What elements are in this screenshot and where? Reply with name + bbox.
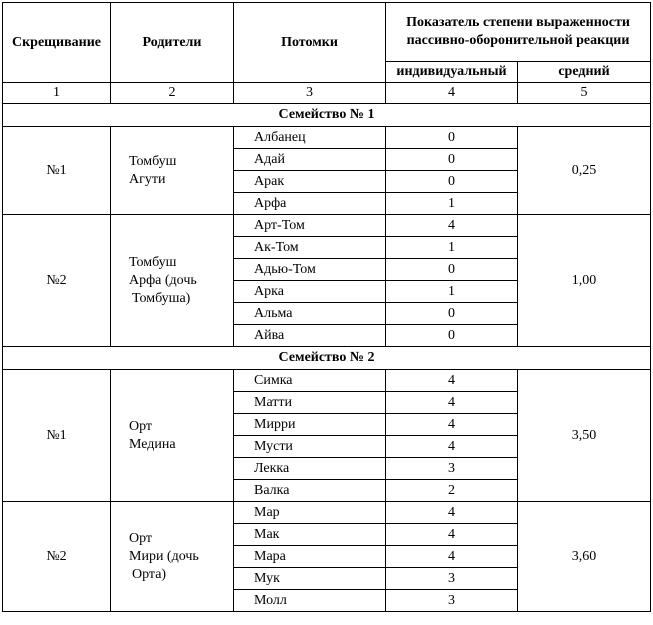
parent-line: Орт <box>129 418 153 434</box>
individual-value: 1 <box>386 237 518 259</box>
individual-value: 0 <box>386 259 518 281</box>
family-title: Семейство № 1 <box>3 104 651 127</box>
header-indicator-line1: Показатель степени выраженности <box>406 15 630 30</box>
offspring-name: Мук <box>234 568 386 590</box>
offspring-name: Адай <box>234 149 386 171</box>
column-number: 2 <box>111 83 234 104</box>
parent-line: Арфа (дочь <box>129 272 197 288</box>
parents-cell <box>111 370 234 502</box>
crossing-label: №1 <box>3 127 111 215</box>
parents-cell <box>111 502 234 612</box>
average-value: 0,25 <box>518 127 651 215</box>
offspring-name: Албанец <box>234 127 386 149</box>
offspring-name: Арт-Том <box>234 215 386 237</box>
offspring-name: Арка <box>234 281 386 303</box>
offspring-reaction-table <box>2 2 651 612</box>
table-row <box>3 127 651 149</box>
table-row <box>3 370 651 392</box>
column-number-row <box>3 83 651 104</box>
crossing-label: №1 <box>3 370 111 502</box>
offspring-name: Симка <box>234 370 386 392</box>
individual-value: 4 <box>386 370 518 392</box>
average-value: 1,00 <box>518 215 651 347</box>
offspring-name: Мусти <box>234 436 386 458</box>
family-row <box>3 347 651 370</box>
header-individual: индивидуальный <box>386 62 518 83</box>
individual-value: 3 <box>386 590 518 612</box>
parent-line: Медина <box>129 436 176 452</box>
offspring-name: Мирри <box>234 414 386 436</box>
offspring-name: Валка <box>234 480 386 502</box>
family-row <box>3 104 651 127</box>
individual-value: 0 <box>386 149 518 171</box>
table-row <box>3 502 651 524</box>
individual-value: 1 <box>386 281 518 303</box>
offspring-name: Матти <box>234 392 386 414</box>
parents-cell <box>111 215 234 347</box>
parent-line: Орта) <box>132 566 167 582</box>
offspring-name: Мар <box>234 502 386 524</box>
offspring-name: Молл <box>234 590 386 612</box>
parents-cell <box>111 127 234 215</box>
average-value: 3,60 <box>518 502 651 612</box>
individual-value: 4 <box>386 524 518 546</box>
offspring-name: Адью-Том <box>234 259 386 281</box>
crossing-label: №2 <box>3 502 111 612</box>
header-row <box>3 3 651 62</box>
column-number: 4 <box>386 83 518 104</box>
individual-value: 4 <box>386 392 518 414</box>
family-title: Семейство № 2 <box>3 347 651 370</box>
individual-value: 4 <box>386 414 518 436</box>
individual-value: 4 <box>386 546 518 568</box>
column-number: 1 <box>3 83 111 104</box>
header-parents: Родители <box>111 3 234 83</box>
individual-value: 3 <box>386 568 518 590</box>
individual-value: 4 <box>386 215 518 237</box>
parent-line: Мири (дочь <box>129 548 199 564</box>
parent-line: Томбуш <box>129 254 177 270</box>
header-indicator-line2: пассивно-оборонительной реакции <box>406 33 630 48</box>
individual-value: 0 <box>386 303 518 325</box>
offspring-name: Лекка <box>234 458 386 480</box>
offspring-name: Мак <box>234 524 386 546</box>
crossing-label: №2 <box>3 215 111 347</box>
header-average: средний <box>518 62 651 83</box>
individual-value: 0 <box>386 325 518 347</box>
header-offspring: Потомки <box>234 3 386 83</box>
parent-line: Томбуша) <box>132 290 191 306</box>
parent-line: Томбуш <box>129 153 177 169</box>
offspring-name: Альма <box>234 303 386 325</box>
table-body <box>3 3 651 612</box>
average-value: 3,50 <box>518 370 651 502</box>
individual-value: 4 <box>386 502 518 524</box>
column-number: 5 <box>518 83 651 104</box>
individual-value: 4 <box>386 436 518 458</box>
offspring-name: Мара <box>234 546 386 568</box>
table-row <box>3 215 651 237</box>
individual-value: 0 <box>386 127 518 149</box>
header-crossing: Скрещивание <box>3 3 111 83</box>
individual-value: 1 <box>386 193 518 215</box>
header-indicator <box>386 3 651 62</box>
column-number: 3 <box>234 83 386 104</box>
offspring-name: Арак <box>234 171 386 193</box>
individual-value: 3 <box>386 458 518 480</box>
offspring-name: Айва <box>234 325 386 347</box>
offspring-name: Ак-Том <box>234 237 386 259</box>
offspring-name: Арфа <box>234 193 386 215</box>
parent-line: Агути <box>129 171 166 187</box>
individual-value: 0 <box>386 171 518 193</box>
individual-value: 2 <box>386 480 518 502</box>
parent-line: Орт <box>129 530 153 546</box>
